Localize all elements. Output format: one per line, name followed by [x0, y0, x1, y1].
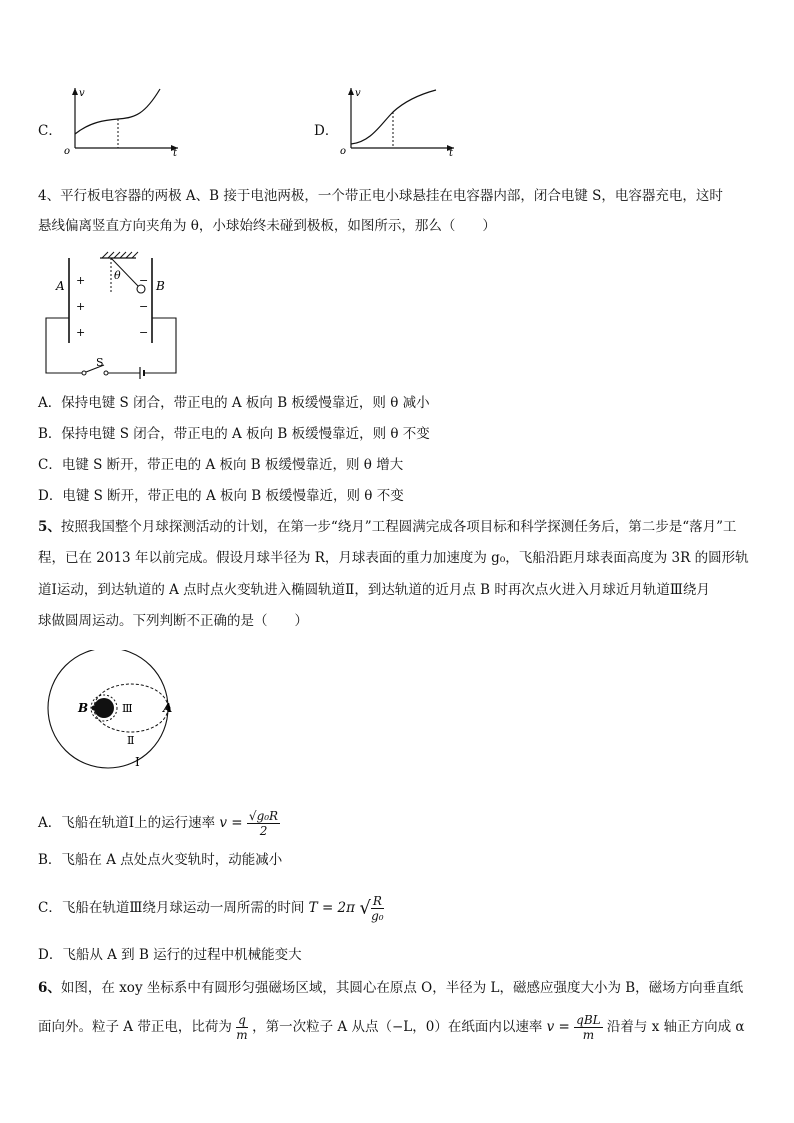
origin-label: o [340, 146, 347, 156]
charge-mass-ratio: $\frac{q}{m}$ [236, 1013, 248, 1042]
capacitor-figure [38, 248, 188, 383]
formula-lhs: v = [219, 815, 243, 831]
switch-label: S [96, 356, 104, 369]
graph-c [60, 84, 185, 156]
option-c-label: C． [38, 123, 62, 139]
graph-d [336, 84, 461, 156]
orbit-3-label: Ⅲ [122, 702, 133, 715]
t-axis-label: t [449, 148, 454, 156]
q5-option-a: A．飞船在轨道Ⅰ上的运行速率 v = $\frac{\text{√g₀R}}{2}$ [38, 809, 279, 838]
q5-stem-line2: 程，已在 2013 年以前完成。假设月球半径为 R，月球表面的重力加速度为 g₀，飞船沿距月球表面高度为 3R 的圆形轨 [38, 550, 749, 566]
q4-option-c: C．电键 S 断开，带正电的 A 板向 B 板缓慢靠近，则 θ 增大 [38, 457, 404, 473]
plus-sign: + [76, 326, 86, 339]
orbit-1-label: Ⅰ [135, 755, 140, 769]
plus-sign: + [76, 300, 86, 313]
speed-formula: $\frac{\text{qBL}}{m}$ [576, 1013, 601, 1042]
q5-number: 5、 [38, 519, 61, 535]
t-axis-label: t [173, 148, 178, 156]
plate-b-label: B [156, 279, 165, 293]
minus-sign: − [139, 326, 149, 339]
plate-a-label: A [56, 279, 65, 293]
minus-sign: − [139, 274, 149, 287]
origin-label: o [64, 146, 71, 156]
q4-option-a: A．保持电键 S 闭合，带正电的 A 板向 B 板缓慢靠近，则 θ 减小 [38, 395, 430, 411]
velocity-formula: $\frac{\text{√g₀R}}{2}$ [248, 809, 279, 838]
q5-stem-line4: 球做圆周运动。下列判断不正确的是（ ） [38, 613, 308, 629]
point-a-label: A [163, 701, 173, 715]
orbit-figure [38, 650, 188, 775]
v-axis-label: v [355, 88, 361, 99]
period-formula: $\frac{R}{\text{g₀}}$ [371, 894, 384, 923]
q4-option-d: D．电键 S 断开，带正电的 A 板向 B 板缓慢靠近，则 θ 不变 [38, 488, 404, 504]
v-axis-label: v [79, 88, 85, 99]
q5-option-c: C．飞船在轨道Ⅲ绕月球运动一周所需的时间 T = 2π √ $\frac{R}{\text{g₀}}$ [38, 894, 384, 923]
orbit-2-label: Ⅱ [127, 734, 135, 747]
formula-lhs: T = 2π [308, 900, 356, 916]
q6-stem-line1: 6、如图，在 xoy 坐标系中有圆形匀强磁场区域，其圆心在原点 O，半径为 L，磁感应强度大小为 B，磁场方向垂直纸 [38, 980, 744, 996]
q4-stem-line2: 悬线偏离竖直方向夹角为 θ，小球始终未碰到极板，如图所示，那么（ ） [38, 218, 496, 234]
sqrt-sign: √ [359, 897, 371, 919]
q5-stem-line1: 5、按照我国整个月球探测活动的计划，在第一步“绕月”工程圆满完成各项目标和科学探测任务后，第二步是“落月”工 [38, 519, 737, 535]
option-d-label: D． [314, 123, 339, 139]
q4-stem-line1: 4、平行板电容器的两极 A、B 接于电池两极，一个带正电小球悬挂在电容器内部，闭合电键 S，电容器充电，这时 [38, 188, 723, 204]
point-b-label: B [78, 701, 89, 715]
theta-label: θ [114, 269, 121, 282]
q5-option-b: B．飞船在 A 点处点火变轨时，动能减小 [38, 852, 283, 868]
plus-sign: + [76, 274, 86, 287]
q6-number: 6、 [38, 980, 61, 996]
q5-option-d: D．飞船从 A 到 B 运行的过程中机械能变大 [38, 947, 302, 963]
q6-stem-line2: 面向外。粒子 A 带正电，比荷为 $\frac{q}{m}$ ，第一次粒子 A 从点（−L，0）在纸面内以速率 v = $\frac{\text{qBL}}{m}$ 沿着与 x 轴正方向成 α [38, 1013, 745, 1042]
q4-option-b: B．保持电键 S 闭合，带正电的 A 板向 B 板缓慢靠近，则 θ 不变 [38, 426, 430, 442]
minus-sign: − [139, 300, 149, 313]
q5-stem-line3: 道Ⅰ运动，到达轨道的 A 点时点火变轨进入椭圆轨道Ⅱ，到达轨道的近月点 B 时再次点火进入月球近月轨道Ⅲ绕月 [38, 582, 710, 598]
